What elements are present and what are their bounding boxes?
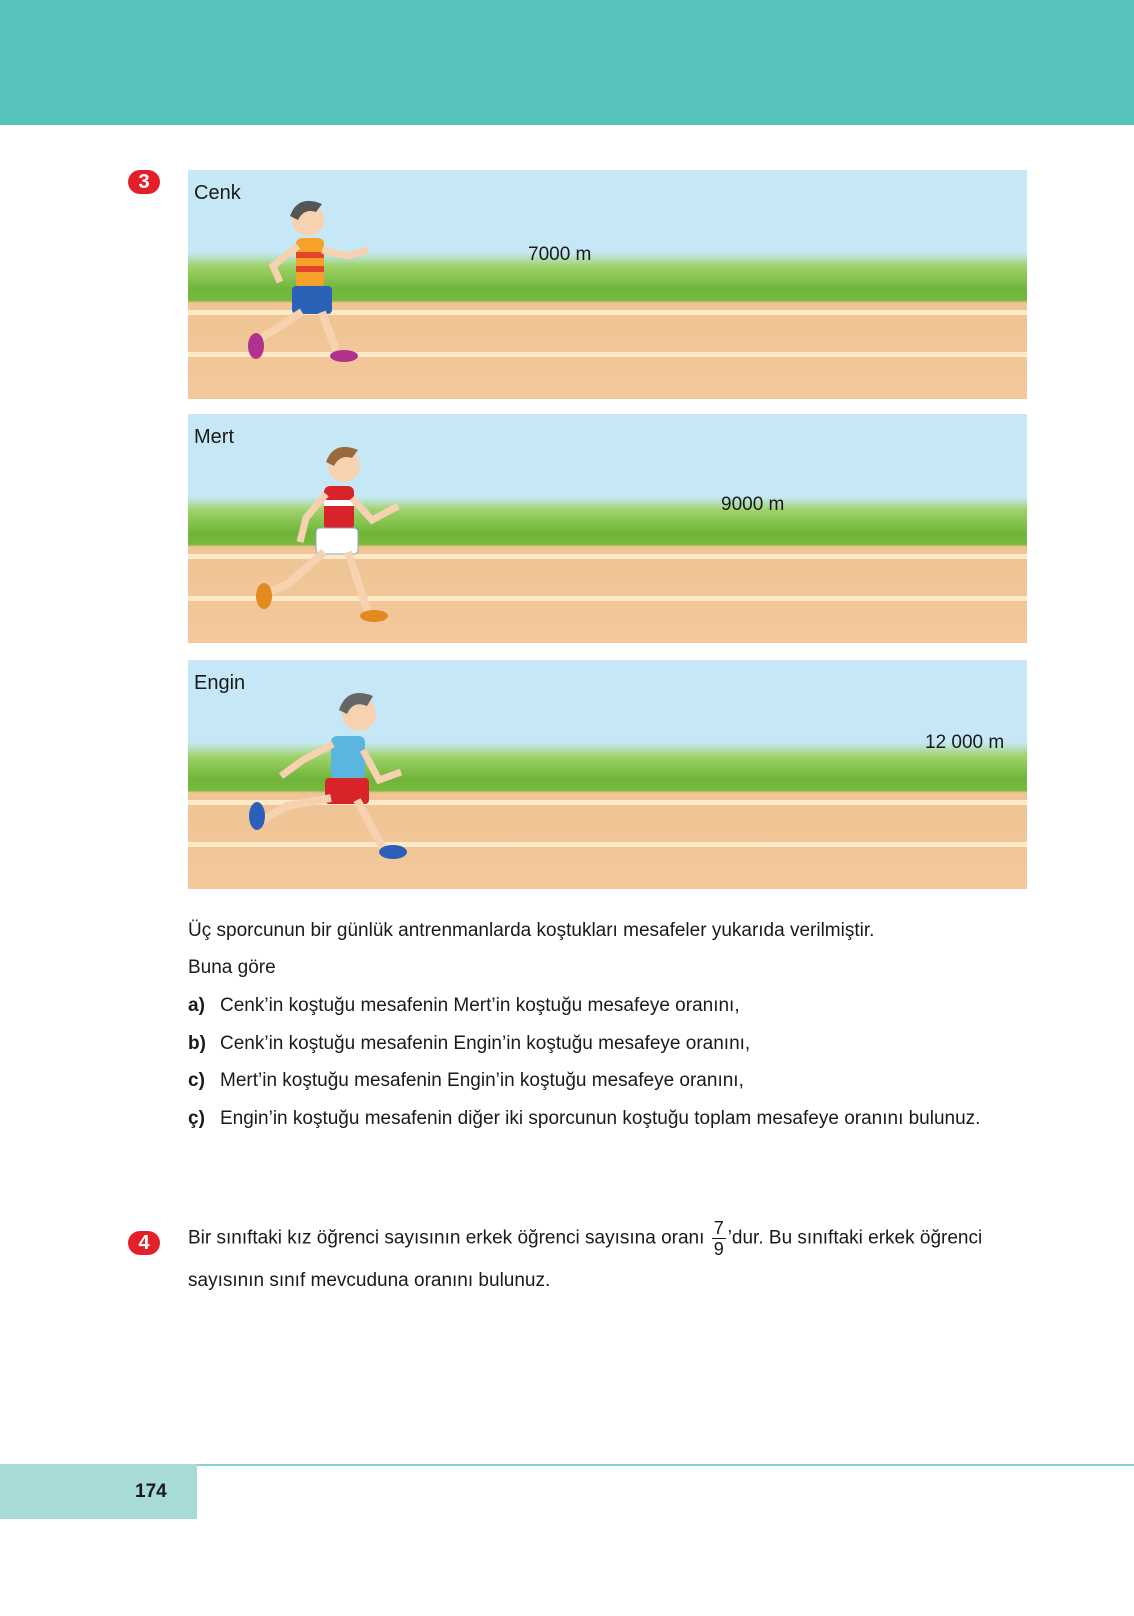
runner-name: Mert [194,426,234,448]
item-label: c) [188,1070,205,1091]
question-4-line-2: sayısının sınıf mevcuduna oranını bulunuz. [188,1270,551,1291]
fraction-denominator: 9 [713,1239,724,1259]
runner-panel-cenk [188,170,1027,399]
runner-distance: 12 000 m [925,732,1005,753]
q4-text-before: Bir sınıftaki kız öğrenci sayısının erkek öğrenci sayısına oranı [188,1227,705,1249]
runner-distance: 7000 m [528,244,592,265]
runner-name: Cenk [194,182,241,204]
runner-panel-engin [188,660,1027,889]
runner-illustration [228,434,408,624]
question-3-badge: 3 [128,170,160,194]
item-label: b) [188,1033,206,1054]
fraction-numerator: 7 [713,1218,724,1238]
page-number: 174 [0,1464,197,1519]
runner-distance: 9000 m [721,494,785,515]
question-4-badge: 4 [128,1231,160,1255]
q4-text-after: ’dur. Bu sınıftaki erkek öğrenci [727,1227,983,1249]
question-3-intro: Üç sporcunun bir günlük antrenmanlarda koştukları mesafeler yukarıda verilmiştir. [188,920,875,941]
runner-panel-mert [188,414,1027,643]
footer-divider [197,1464,1134,1466]
item-text: Engin’in koştuğu mesafenin diğer iki sporcunun koştuğu toplam mesafeye oranını bulunuz. [220,1108,981,1129]
item-text: Mert’in koştuğu mesafenin Engin’in koştuğu mesafeye oranını, [220,1070,744,1091]
question-4-line-1 [188,1218,982,1259]
item-text: Cenk’in koştuğu mesafenin Engin’in koştuğu mesafeye oranını, [220,1033,751,1054]
question-3-lead: Buna göre [188,957,276,978]
item-label: a) [188,995,205,1016]
runner-name: Engin [194,672,246,694]
question-3-item-cc [188,1108,980,1130]
question-3-item-c [188,1070,744,1092]
page-header-band [0,0,1134,125]
runner-illustration [218,190,368,380]
question-3-item-b [188,1033,750,1055]
question-3-item-a [188,995,740,1017]
runner-illustration [233,680,413,870]
item-label: ç) [188,1108,205,1129]
fraction [712,1218,726,1259]
item-text: Cenk’in koştuğu mesafenin Mert’in koştuğu mesafeye oranını, [220,995,740,1016]
